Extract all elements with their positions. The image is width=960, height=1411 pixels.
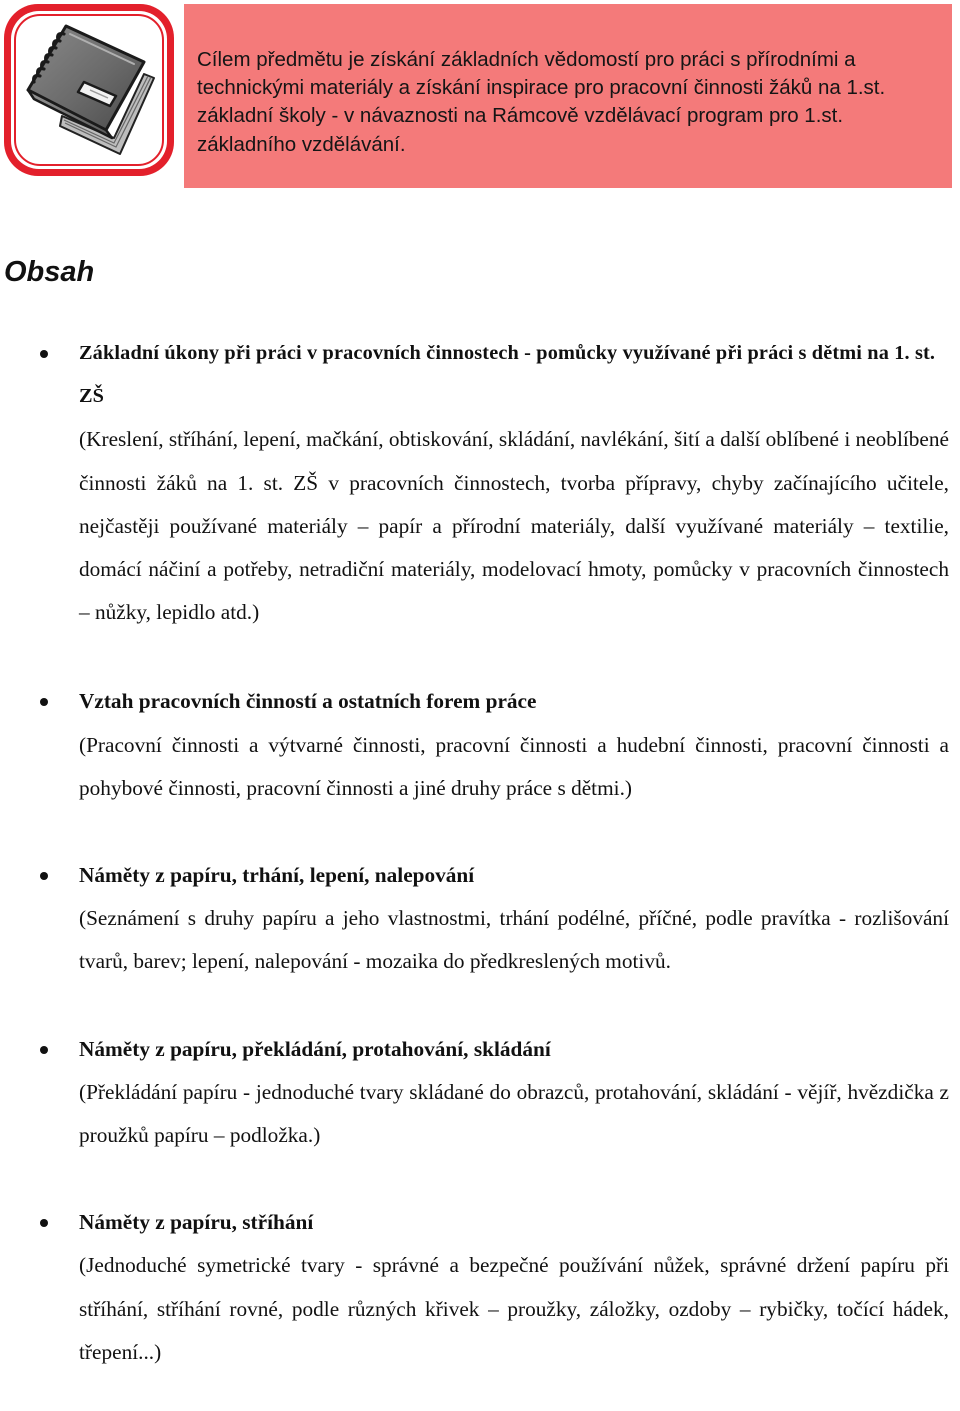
topic-item: [0, 332, 960, 634]
course-goal-text: Cílem předmětu je získání základních vědomostí pro práci s přírodními a technickými materiály a získání inspirace pro pracovní činnosti žáků na 1.st. základní školy - v návaznosti na Rámcově vzdělávací program pro 1.st. základního vzdělávání.: [197, 48, 886, 156]
topic-item: [0, 1028, 960, 1158]
topic-item: [0, 680, 960, 810]
topic-title: Základní úkony při práci v pracovních činnostech - pomůcky využívané při práci s dětmi na 1. st. ZŠ: [79, 342, 936, 408]
topic-title: Náměty z papíru, překládání, protahování, skládání: [79, 1036, 551, 1061]
bullet-icon: [40, 698, 48, 706]
bullet-icon: [40, 350, 48, 358]
topic-item: [0, 1201, 960, 1374]
notebook-icon: [4, 4, 174, 176]
bullet-icon: [40, 1046, 48, 1054]
topic-description: (Pracovní činnosti a výtvarné činnosti, pracovní činnosti a hudební činnosti, pracovní činnosti a pohybové činnosti, pracovní činnosti a jiné druhy práce s dětmi.): [79, 732, 949, 800]
course-goal-box: [184, 4, 952, 188]
topic-description: (Překládání papíru - jednoduché tvary skládané do obrazců, protahování, skládání - vějíř, hvězdička z proužků papíru – podložka.): [79, 1079, 949, 1148]
topic-title: Vztah pracovních činností a ostatních forem práce: [79, 689, 537, 714]
topic-description: (Jednoduché symetrické tvary - správné a bezpečné používání nůžek, správné držení papíru při stříhání, stříhání rovné, podle různých křivek – proužky, záložky, ozdoby – rybičky, točící hádek, třepení...): [79, 1253, 949, 1364]
bullet-icon: [40, 1219, 48, 1227]
topic-description: (Seznámení s druhy papíru a jeho vlastnostmi, trhání podélné, příčné, podle pravítka - rozlišování tvarů, barev; lepení, nalepování - mozaika do předkreslených motivů.: [79, 906, 949, 974]
topics-list: [0, 332, 960, 1374]
topic-item: [0, 854, 960, 984]
topic-description: (Kreslení, stříhání, lepení, mačkání, obtiskování, skládání, navlékání, šití a další oblíbené i neoblíbené činnosti žáků na 1. st. ZŠ v pracovních činnostech, tvorba přípravy, chyby začínajícího učitele, nejčastěji používané materiály – papír a přírodní materiály, další využívané materiály – textilie, domácí náčiní a potřeby, netradiční materiály, modelovací hmoty, pomůcky v pracovních činnostech – nůžky, lepidlo atd.): [79, 427, 949, 625]
topic-title: Náměty z papíru, stříhání: [79, 1210, 314, 1235]
bullet-icon: [40, 872, 48, 880]
topic-title: Náměty z papíru, trhání, lepení, nalepování: [79, 863, 475, 888]
contents-title: Obsah: [4, 256, 95, 288]
